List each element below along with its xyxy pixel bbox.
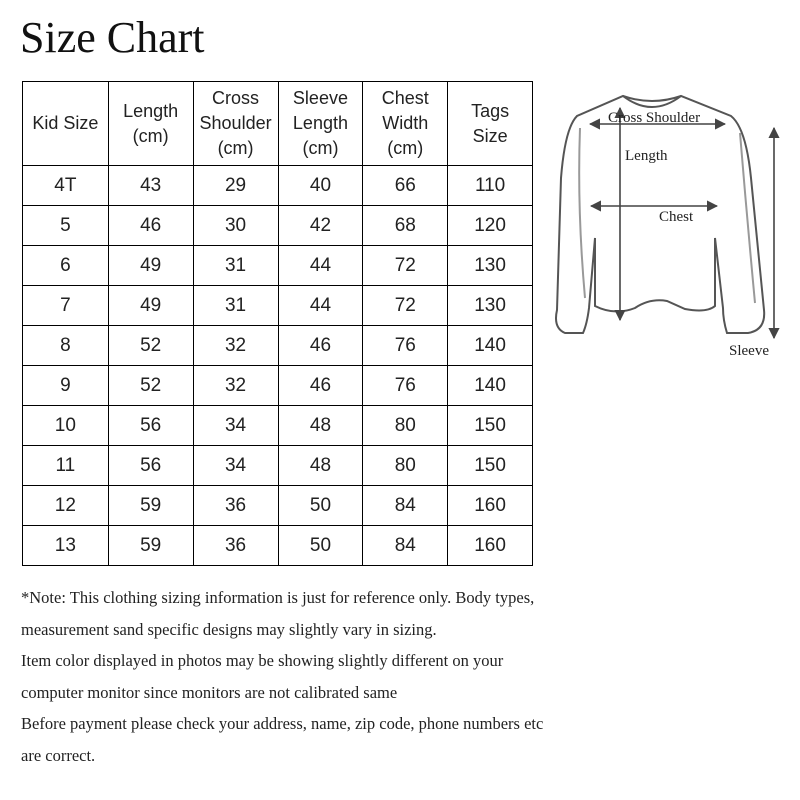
table-cell: 48 [278, 446, 363, 486]
table-cell: 56 [108, 446, 193, 486]
table-cell: 130 [448, 286, 533, 326]
table-cell: 32 [193, 326, 278, 366]
table-cell: 11 [23, 446, 109, 486]
size-table [22, 81, 533, 566]
table-cell: 36 [193, 486, 278, 526]
table-row [23, 326, 533, 366]
table-cell: 34 [193, 446, 278, 486]
table-cell: 29 [193, 166, 278, 206]
table-cell: 110 [448, 166, 533, 206]
table-cell: 72 [363, 246, 448, 286]
table-cell: 140 [448, 366, 533, 406]
table-cell: 8 [23, 326, 109, 366]
table-row [23, 366, 533, 406]
note-line: computer monitor since monitors are not calibrated same [21, 682, 398, 702]
table-row [23, 406, 533, 446]
table-cell: 50 [278, 526, 363, 566]
table-cell: 140 [448, 326, 533, 366]
table-row [23, 526, 533, 566]
table-cell: 52 [108, 326, 193, 366]
table-cell: 68 [363, 206, 448, 246]
table-cell: 76 [363, 366, 448, 406]
table-cell: 13 [23, 526, 109, 566]
table-cell: 12 [23, 486, 109, 526]
table-cell: 56 [108, 406, 193, 446]
table-cell: 59 [108, 526, 193, 566]
table-row [23, 446, 533, 486]
table-cell: 9 [23, 366, 109, 406]
table-cell: 6 [23, 246, 109, 286]
table-cell: 36 [193, 526, 278, 566]
table-row [23, 286, 533, 326]
table-cell: 150 [448, 446, 533, 486]
table-row [23, 206, 533, 246]
header-length: Length (cm) [108, 82, 193, 166]
note-block [21, 582, 681, 771]
table-cell: 72 [363, 286, 448, 326]
table-cell: 84 [363, 526, 448, 566]
table-cell: 4T [23, 166, 109, 206]
note-line: Item color displayed in photos may be showing slightly different on your [21, 651, 504, 670]
length-label: Length [625, 148, 668, 164]
note-line: measurement sand specific designs may slightly vary in sizing. [21, 619, 437, 639]
table-cell: 34 [193, 406, 278, 446]
table-cell: 160 [448, 486, 533, 526]
header-chest-width: Chest Width (cm) [363, 82, 448, 166]
table-cell: 50 [278, 486, 363, 526]
sleeve-label: Sleeve [729, 343, 769, 359]
header-sleeve-length: Sleeve Length (cm) [278, 82, 363, 166]
table-cell: 48 [278, 406, 363, 446]
header-tags-size: Tags Size [448, 82, 533, 166]
table-cell: 80 [363, 406, 448, 446]
table-cell: 42 [278, 206, 363, 246]
table-cell: 49 [108, 286, 193, 326]
table-cell: 52 [108, 366, 193, 406]
table-cell: 30 [193, 206, 278, 246]
table-cell: 66 [363, 166, 448, 206]
table-cell: 44 [278, 246, 363, 286]
table-row [23, 166, 533, 206]
table-cell: 10 [23, 406, 109, 446]
table-cell: 31 [193, 246, 278, 286]
table-cell: 130 [448, 246, 533, 286]
chest-label: Chest [659, 209, 694, 225]
table-row [23, 486, 533, 526]
table-cell: 5 [23, 206, 109, 246]
table-cell: 76 [363, 326, 448, 366]
cross-shoulder-label: Cross Shoulder [608, 110, 701, 126]
table-cell: 32 [193, 366, 278, 406]
table-cell: 46 [108, 206, 193, 246]
table-cell: 40 [278, 166, 363, 206]
header-kid-size: Kid Size [23, 82, 109, 166]
table-cell: 160 [448, 526, 533, 566]
table-cell: 43 [108, 166, 193, 206]
table-cell: 46 [278, 326, 363, 366]
table-cell: 150 [448, 406, 533, 446]
table-cell: 59 [108, 486, 193, 526]
table-cell: 84 [363, 486, 448, 526]
table-cell: 49 [108, 246, 193, 286]
table-cell: 80 [363, 446, 448, 486]
note-line: are correct. [21, 745, 96, 765]
table-cell: 31 [193, 286, 278, 326]
table-row [23, 246, 533, 286]
note-line: *Note: This clothing sizing information is just for reference only. Body types, [21, 588, 535, 607]
sweater-diagram [555, 88, 800, 378]
table-cell: 46 [278, 366, 363, 406]
header-cross-shoulder: Cross Shoulder (cm) [193, 82, 278, 166]
table-header-row [23, 82, 533, 166]
page-title: Size Chart [20, 13, 205, 62]
table-cell: 120 [448, 206, 533, 246]
note-line: Before payment please check your address, name, zip code, phone numbers etc [21, 714, 544, 733]
table-cell: 7 [23, 286, 109, 326]
table-cell: 44 [278, 286, 363, 326]
